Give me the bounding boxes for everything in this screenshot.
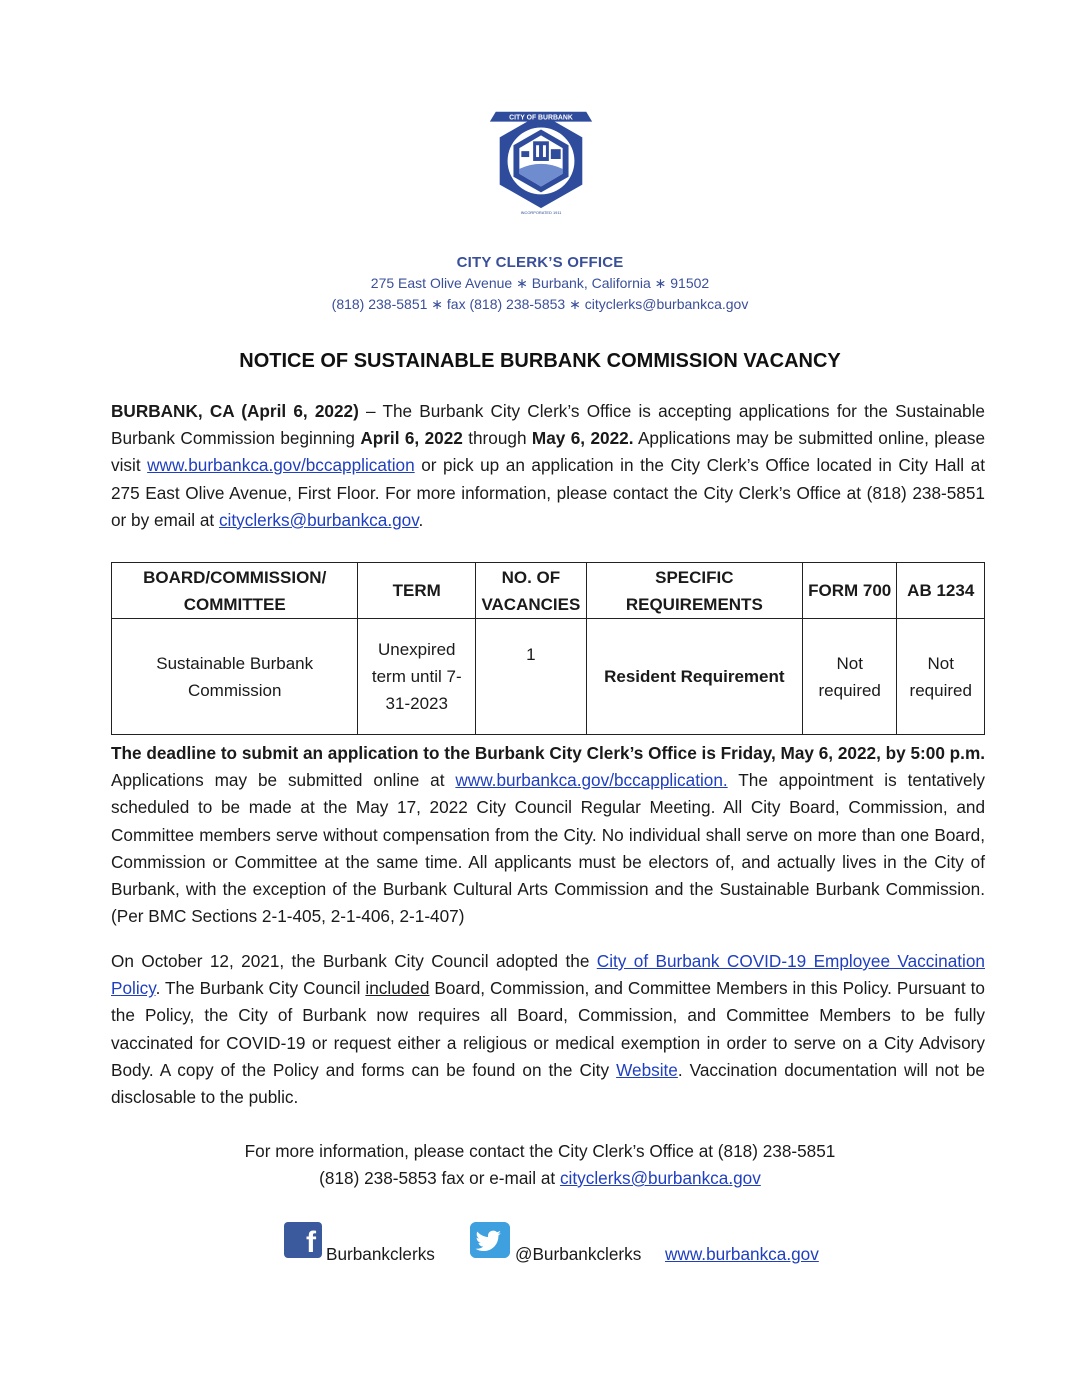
cell-requirements: Resident Requirement	[586, 619, 802, 735]
header-requirements: SPECIFIC REQUIREMENTS	[586, 563, 802, 619]
deadline-bold: The deadline to submit an application to the Burbank City Clerk’s Office is Friday, May 6, 2022, by 5:00 p.m.	[111, 743, 985, 763]
city-seal-logo	[482, 100, 600, 218]
covid-text: Board, Commission, and Committee Members in this Policy. Pursuant to the Policy, the City of Burbank now requires all Board, Commission, and Committee Members to be fully vaccinated for COVID-19 or request either a religious or medical exemption in order to serve on a City Advisory Body. A copy of the Policy and forms can be found on the City	[111, 978, 985, 1080]
cell-vacancies: 1	[476, 619, 587, 735]
covid-text: On October 12, 2021, the Burbank City Council adopted the	[111, 951, 597, 971]
header-term: TERM	[358, 563, 476, 619]
twitter-handle: @Burbankclerks	[515, 1244, 642, 1264]
header-ab1234: AB 1234	[897, 563, 985, 619]
deadline-text: Applications may be submitted online at	[111, 770, 456, 791]
office-title: CITY CLERK’S OFFICE	[456, 254, 624, 271]
header-vacancies: NO. OF VACANCIES	[476, 563, 587, 619]
contact-email-link[interactable]: cityclerks@burbankca.gov	[559, 1168, 761, 1188]
header-form700: FORM 700	[802, 563, 897, 619]
deadline-paragraph	[111, 740, 985, 930]
contact-line-1: For more information, please contact the City Clerk’s Office at (818) 238-5851	[244, 1141, 836, 1161]
notice-title: NOTICE OF SUSTAINABLE BURBANK COMMISSION VACANCY	[239, 350, 841, 372]
intro-text: through	[462, 428, 532, 449]
website-link[interactable]: Website	[616, 1059, 678, 1080]
header-board: BOARD/COMMISSION/ COMMITTEE	[112, 563, 358, 619]
svg-text:CITY OF BURBANK: CITY OF BURBANK	[509, 114, 573, 122]
covid-text: . Vaccination documentation will not be disclosable to the public.	[111, 1059, 985, 1108]
intro-text: .	[418, 509, 424, 530]
office-address: 275 East Olive Avenue ∗ Burbank, California ∗ 91502	[370, 275, 710, 291]
covid-paragraph	[111, 948, 985, 1111]
cell-board: Sustainable Burbank Commission	[112, 619, 358, 735]
email-link[interactable]: cityclerks@burbankca.gov	[218, 509, 419, 530]
intro-text: Applications may be submitted online, please visit	[111, 428, 985, 476]
covid-text: . The Burbank City Council	[155, 978, 366, 999]
vacancy-table	[111, 562, 985, 735]
included-word: included	[365, 978, 430, 999]
office-phones: (818) 238-5851 ∗ fax (818) 238-5853 ∗ cityclerks@burbankca.gov	[331, 296, 749, 312]
vaccination-policy-link[interactable]: City of Burbank COVID-19 Employee Vaccination Policy	[111, 951, 985, 999]
intro-text: or pick up an application in the City Clerk’s Office located in City Hall at 275 East Olive Avenue, First Floor. For more information, please contact the City Clerk’s Office at (818) 238-5851 or by email at	[111, 455, 986, 530]
start-date: April 6, 2022	[360, 428, 463, 449]
table-row	[112, 619, 985, 735]
cell-ab1234: Not required	[897, 619, 985, 735]
end-date: May 6, 2022.	[531, 428, 634, 449]
svg-text:INCORPORATED 1911: INCORPORATED 1911	[520, 210, 562, 216]
intro-text: – The Burbank City Clerk’s Office is accepting applications for the Sustainable Burbank Commission beginning	[111, 401, 985, 449]
facebook-handle: Burbankclerks	[326, 1244, 435, 1264]
contact-line-2	[0, 1165, 1080, 1192]
application-link-2[interactable]: www.burbankca.gov/bccapplication.	[455, 770, 728, 791]
facebook-icon[interactable]: f	[284, 1222, 322, 1258]
deadline-text: The appointment is tentatively scheduled to be made at the May 17, 2022 City Council Regular Meeting. All City Board, Commission, and Committee members serve without compensation from the City. No individual shall serve on more than one Board, Commission or Committee at the same time. All applicants must be electors of, and actually lives in the City of Burbank, with the exception of the Burbank Cultural Arts Commission and the Sustainable Burbank Commission. (Per BMC Sections 2-1-405, 2-1-406, 2-1-407)	[111, 770, 985, 927]
intro-paragraph	[111, 398, 985, 534]
dateline: BURBANK, CA (April 6, 2022)	[111, 401, 359, 421]
application-link[interactable]: www.burbankca.gov/bccapplication	[147, 455, 415, 476]
cell-form700: Not required	[802, 619, 897, 735]
table-header-row	[112, 563, 985, 619]
cell-term: Unexpired term until 7-31-2023	[358, 619, 476, 735]
contact-text: (818) 238-5853 fax or e-mail at	[319, 1168, 560, 1188]
website-footer-link[interactable]: www.burbankca.gov	[665, 1244, 819, 1264]
twitter-icon[interactable]	[470, 1222, 510, 1258]
